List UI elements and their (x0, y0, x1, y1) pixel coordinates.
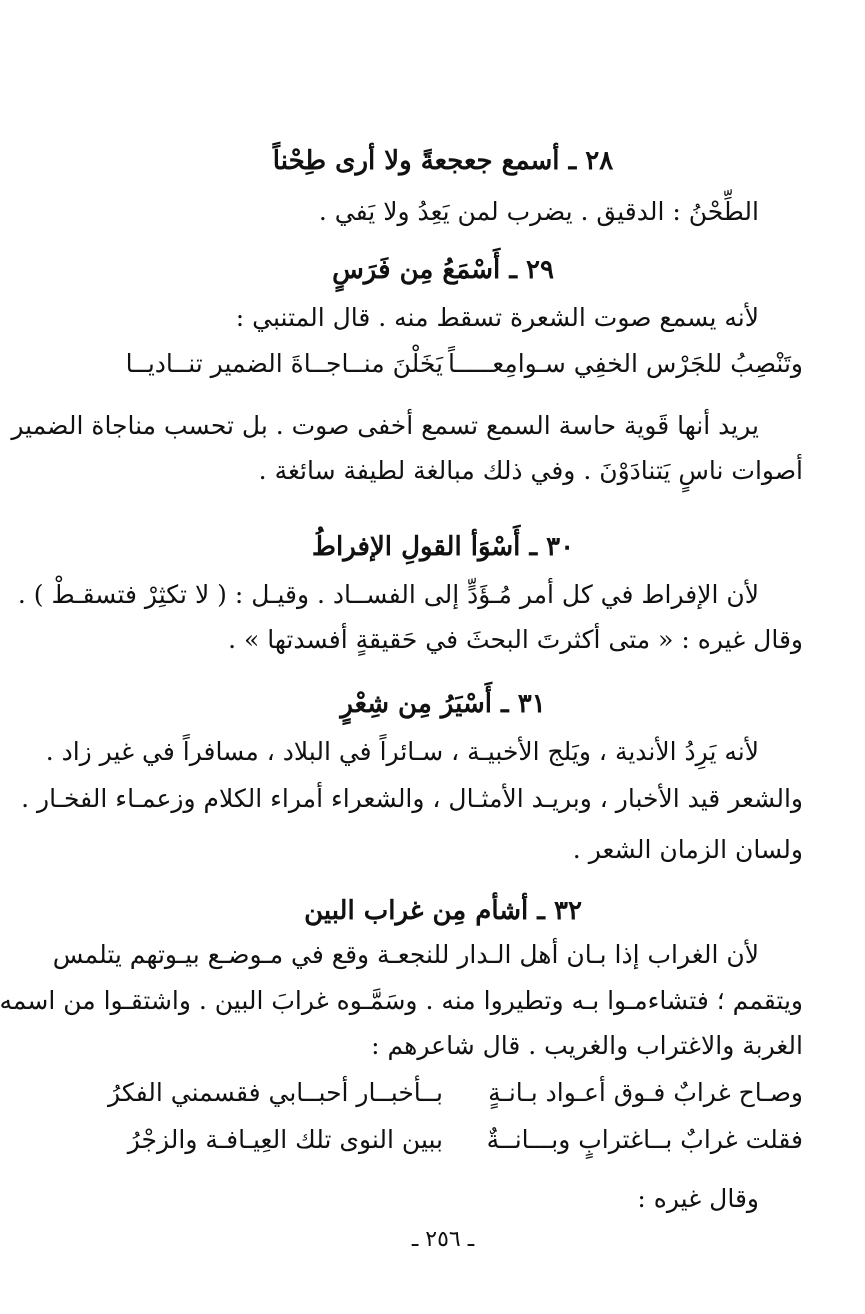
verse-second-hemistich: ببين النوى تلك العِيـافـة والزجْرُ (127, 1125, 443, 1154)
entry-32-line-1: لأن الغراب إذا بـان أهل الـدار للنجعـة وقع في مـوضـع بيـوتهم يتلمس (52, 940, 759, 969)
entry-29-after-line-1: يريد أنها قَوية حاسة السمع تسمع أخفى صوت . بل تحسب مناجاة الضمير (11, 411, 759, 440)
entry-30-line-2: وقال غيره : « متى أكثرتَ البحثَ في حَقيقةٍ أفسدتها » . (228, 625, 803, 654)
entry-31-heading: ٣١ ـ أَسْيَرُ مِن شِعْرٍ (340, 689, 546, 719)
verse-first-hemistich: وتَنْصِبُ للجَرْس الخفِي سـوامِعـــــاً (448, 349, 803, 378)
entry-32-after-line-1: وقال غيره : (637, 1184, 759, 1213)
entry-29-heading: ٢٩ ـ أَسْمَعُ مِن فَرَسٍ (332, 255, 554, 285)
entry-32-line-2: ويتقمم ؛ فتشاءمـوا بـه وتطيروا منه . وسَمَّـوه غرابَ البين . واشتقـوا من اسمه (0, 986, 803, 1015)
verse-second-hemistich: بــأخبــار أحبــابي فقسمني الفكرُ (108, 1078, 443, 1107)
entry-31-line-2: والشعر قيد الأخبار ، وبريـد الأمثـال ، والشعراء أمراء الكلام وزعمـاء الفخـار . (21, 784, 803, 813)
page-number: ـ ٢٥٦ ـ (411, 1227, 475, 1252)
entry-29-line-1: لأنه يسمع صوت الشعرة تسقط منه . قال المتنبي : (235, 303, 759, 332)
entry-29-verse (83, 346, 803, 384)
entry-28-line-1: الطِّحْنُ : الدقيق . يضرب لمن يَعِدُ ولا يَفي . (318, 197, 759, 226)
entry-29-after-line-2: أصوات ناسٍ يَتنادَوْنَ . وفي ذلك مبالغة لطيفة سائغة . (258, 456, 803, 485)
entry-28-heading: ٢٨ ـ أسمع جعجعةً ولا أرى طِحْناً (272, 146, 614, 176)
entry-31-line-1: لأنه يَرِدُ الأندية ، ويَلج الأخبيـة ، سـائراً في البلاد ، مسافراً في غير زاد . (45, 737, 759, 766)
verse-first-hemistich: وصـاح غرابٌ فـوق أعـواد بـانـةٍ (488, 1078, 803, 1107)
verse-second-hemistich: يَخَلْنَ منــاجــاةَ الضمير تنــاديــا (125, 349, 443, 378)
entry-32-verse-1 (83, 1075, 803, 1113)
entry-30-heading: ٣٠ ـ أَسْوَأ القولِ الإفراطُ (311, 532, 575, 562)
entry-31-line-3: ولسان الزمان الشعر . (572, 835, 803, 864)
entry-32-verse-2 (83, 1122, 803, 1160)
verse-first-hemistich: فقلت غرابٌ بــاغترابٍ وبـــانــةٌ (486, 1125, 803, 1154)
entry-32-line-3: الغربة والاغتراب والغريب . قال شاعرهم : (371, 1031, 803, 1060)
entry-32-heading: ٣٢ ـ أشأم مِن غراب البين (304, 896, 582, 926)
entry-30-line-1: لأن الإفراط في كل أمر مُـؤَدٍّ إلى الفســاد . وقيـل : ( لا تكثِرْ فتسقـطْ ) . (17, 580, 759, 609)
